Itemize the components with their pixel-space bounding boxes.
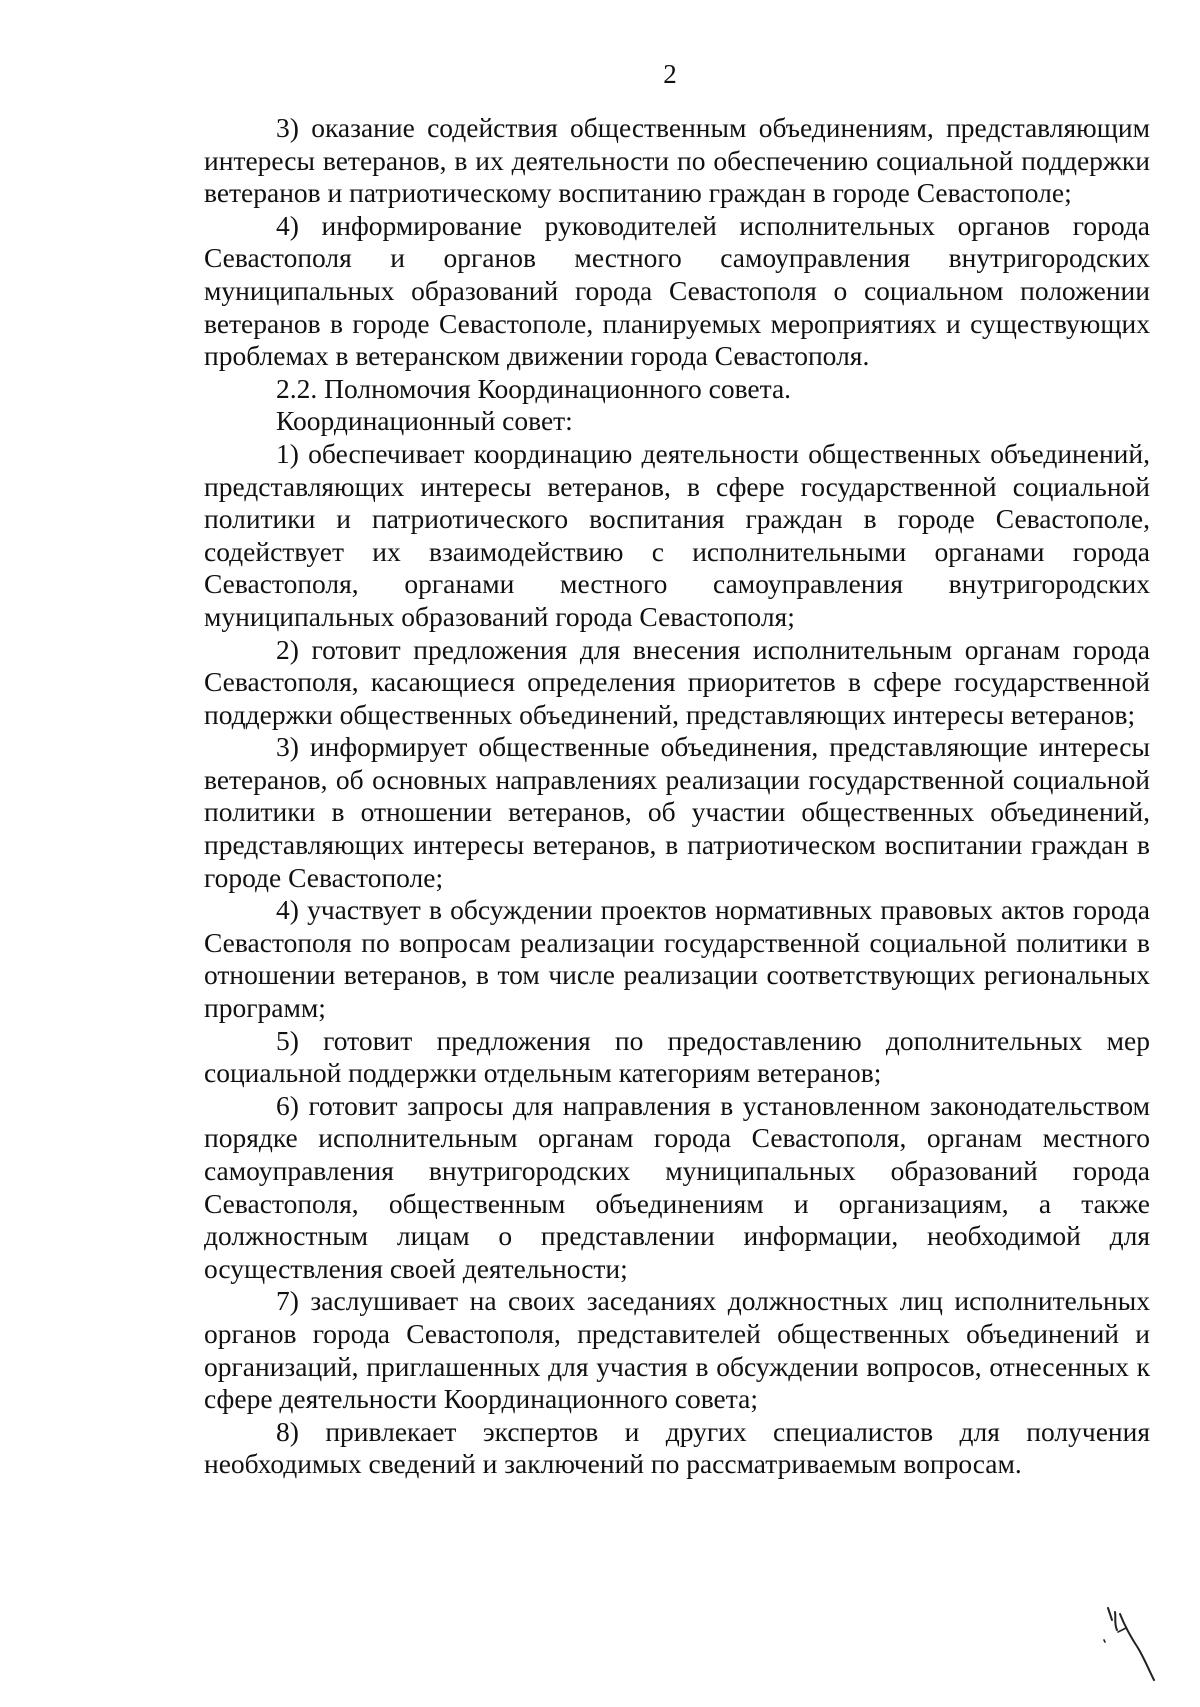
list-item: 6) готовит запросы для направления в установленном законодательством порядке исполнительным органам города Севастополя, органам местного самоуправления внутригородских муниципальных образований города Севастополя, общественным объединениям и организациям, а также должностным лицам о представлении информации, необходимой для осуществления своей деятельности;: [204, 1089, 1150, 1284]
list-item: 5) готовит предложения по предоставлению дополнительных мер социальной поддержки отдельным категориям ветеранов;: [204, 1024, 1150, 1089]
list-item: 4) участвует в обсуждении проектов нормативных правовых актов города Севастополя по вопросам реализации государственной социальной политики в отношении ветеранов, в том числе реализации соответствующих региональных программ;: [204, 894, 1150, 1024]
list-item: 1) обеспечивает координацию деятельности общественных объединений, представляющих интересы ветеранов, в сфере государственной социальной политики и патриотического воспитания граждан в городе Севастополе, содействует их взаимодействию с исполнительными органами города Севастополя, органами местного самоуправления внутригородских муниципальных образований города Севастополя;: [204, 437, 1150, 632]
list-item: 3) информирует общественные объединения, представляющие интересы ветеранов, об основных направлениях реализации государственной социальной политики в отношении ветеранов, об участии общественных объединений, представляющих интересы ветеранов, в патриотическом воспитании граждан в городе Севастополе;: [204, 731, 1150, 893]
paragraph: 3) оказание содействия общественным объединениям, представляющим интересы ветеранов, в их деятельности по обеспечению социальной поддержки ветеранов и патриотическому воспитанию граждан в городе Севастополе;: [204, 112, 1150, 209]
section-heading: 2.2. Полномочия Координационного совета.: [276, 372, 792, 404]
paragraph: 4) информирование руководителей исполнительных органов города Севастополя и органов местного самоуправления внутригородских муниципальных образований города Севастополя о социальном положении ветеранов в городе Севастополе, планируемых мероприятиях и существующих проблемах в ветеранском движении города Севастополя.: [204, 209, 1150, 372]
list-item: 8) привлекает экспертов и других специалистов для получения необходимых сведений и заключений по рассматриваемым вопросам.: [204, 1415, 1150, 1480]
page-number: 2: [663, 59, 677, 89]
list-item: 2) готовит предложения для внесения исполнительным органам города Севастополя, касающиеся определения приоритетов в сфере государственной поддержки общественных объединений, представляющих интересы ветеранов;: [204, 633, 1150, 730]
paragraph: Координационный совет:: [276, 405, 573, 437]
document-body: [204, 112, 1150, 1481]
list-item: 7) заслушивает на своих заседаниях должностных лиц исполнительных органов города Севастополя, представителей общественных объединений и организаций, приглашенных для участия в обсуждении вопросов, отнесенных к сфере деятельности Координационного совета;: [204, 1285, 1150, 1415]
handwritten-initials: [1090, 1600, 1160, 1685]
